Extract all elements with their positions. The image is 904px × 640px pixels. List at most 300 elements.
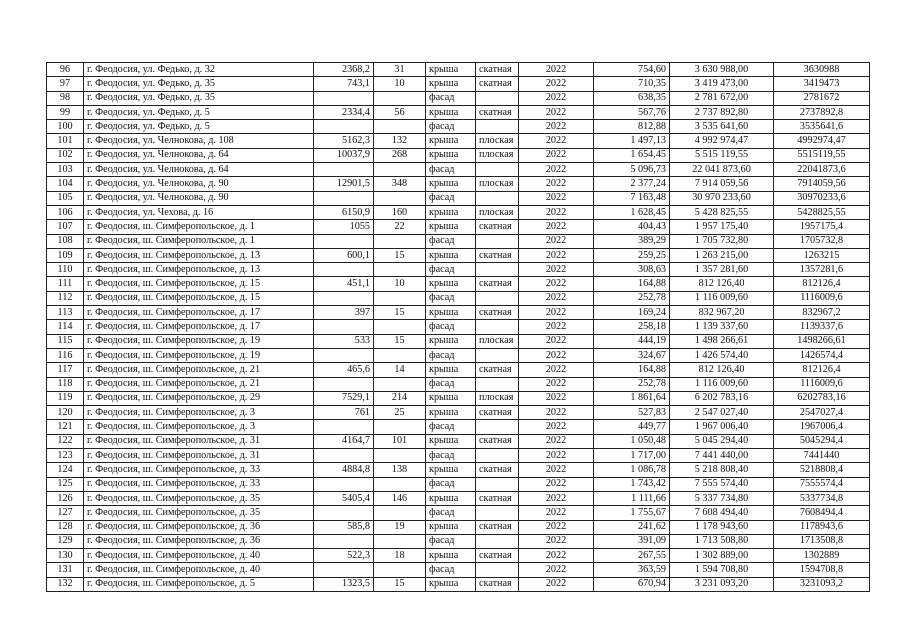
row-number: 112: [47, 291, 84, 305]
table-row: [47, 406, 870, 420]
apartments-cell: [374, 191, 426, 205]
total-cell: 7555574,4: [774, 477, 870, 491]
row-number: 121: [47, 420, 84, 434]
unit-cost-cell: 670,94: [594, 577, 670, 591]
total-cell: 3231093,2: [774, 577, 870, 591]
table-row: [47, 120, 870, 134]
element-cell: фасад: [426, 420, 476, 434]
cost-cell: 1 357 281,60: [670, 263, 774, 277]
table-row: [47, 491, 870, 505]
year-cell: 2022: [519, 363, 594, 377]
year-cell: 2022: [519, 205, 594, 219]
row-number: 123: [47, 449, 84, 463]
unit-cost-cell: 164,88: [594, 363, 670, 377]
cost-cell: 3 231 093,20: [670, 577, 774, 591]
table-row: [47, 177, 870, 191]
total-cell: 1426574,4: [774, 348, 870, 362]
apartments-cell: [374, 263, 426, 277]
cost-cell: 1 116 009,60: [670, 291, 774, 305]
element-cell: крыша: [426, 491, 476, 505]
total-cell: 4992974,47: [774, 134, 870, 148]
area-cell: 397: [314, 306, 374, 320]
address-cell: г. Феодосия, ш. Симферопольское, д. 17: [84, 306, 314, 320]
apartments-cell: [374, 348, 426, 362]
element-cell: фасад: [426, 320, 476, 334]
unit-cost-cell: 252,78: [594, 377, 670, 391]
total-cell: 5428825,55: [774, 205, 870, 219]
cost-cell: 1 263 215,00: [670, 248, 774, 262]
year-cell: 2022: [519, 348, 594, 362]
unit-cost-cell: 1 755,67: [594, 506, 670, 520]
year-cell: 2022: [519, 577, 594, 591]
table-row: [47, 520, 870, 534]
apartments-cell: 31: [374, 63, 426, 77]
address-cell: г. Феодосия, ш. Симферопольское, д. 36: [84, 520, 314, 534]
address-cell: г. Феодосия, ул. Челнокова, д. 90: [84, 191, 314, 205]
area-cell: 761: [314, 406, 374, 420]
roof-type-cell: скатная: [476, 77, 519, 91]
roof-type-cell: [476, 320, 519, 334]
apartments-cell: [374, 506, 426, 520]
roof-type-cell: [476, 291, 519, 305]
total-cell: 1594708,8: [774, 563, 870, 577]
area-cell: [314, 163, 374, 177]
table-row: [47, 148, 870, 162]
total-cell: 3535641,6: [774, 120, 870, 134]
area-cell: 451,1: [314, 277, 374, 291]
year-cell: 2022: [519, 520, 594, 534]
unit-cost-cell: 812,88: [594, 120, 670, 134]
year-cell: 2022: [519, 420, 594, 434]
apartments-cell: [374, 563, 426, 577]
element-cell: фасад: [426, 234, 476, 248]
element-cell: крыша: [426, 306, 476, 320]
total-cell: 7914059,56: [774, 177, 870, 191]
area-cell: 5162,3: [314, 134, 374, 148]
element-cell: крыша: [426, 334, 476, 348]
cost-cell: 7 608 494,40: [670, 506, 774, 520]
cost-cell: 1 116 009,60: [670, 377, 774, 391]
address-cell: г. Феодосия, ул. Челнокова, д. 108: [84, 134, 314, 148]
year-cell: 2022: [519, 506, 594, 520]
area-cell: 5405,4: [314, 491, 374, 505]
element-cell: фасад: [426, 477, 476, 491]
area-cell: [314, 234, 374, 248]
roof-type-cell: плоская: [476, 205, 519, 219]
address-cell: г. Феодосия, ул. Федько, д. 32: [84, 63, 314, 77]
roof-type-cell: [476, 534, 519, 548]
row-number: 125: [47, 477, 84, 491]
element-cell: крыша: [426, 248, 476, 262]
cost-cell: 6 202 783,16: [670, 391, 774, 405]
cost-cell: 1 302 889,00: [670, 549, 774, 563]
element-cell: крыша: [426, 463, 476, 477]
address-cell: г. Феодосия, ш. Симферопольское, д. 33: [84, 477, 314, 491]
repair-schedule-table: [46, 62, 870, 592]
row-number: 99: [47, 105, 84, 119]
element-cell: фасад: [426, 506, 476, 520]
total-cell: 5218808,4: [774, 463, 870, 477]
year-cell: 2022: [519, 291, 594, 305]
year-cell: 2022: [519, 463, 594, 477]
element-cell: крыша: [426, 391, 476, 405]
area-cell: 465,6: [314, 363, 374, 377]
row-number: 108: [47, 234, 84, 248]
unit-cost-cell: 638,35: [594, 91, 670, 105]
total-cell: 812126,4: [774, 277, 870, 291]
row-number: 102: [47, 148, 84, 162]
total-cell: 1178943,6: [774, 520, 870, 534]
unit-cost-cell: 241,62: [594, 520, 670, 534]
area-cell: 585,8: [314, 520, 374, 534]
unit-cost-cell: 267,55: [594, 549, 670, 563]
table-row: [47, 534, 870, 548]
year-cell: 2022: [519, 77, 594, 91]
table-row: [47, 205, 870, 219]
roof-type-cell: [476, 420, 519, 434]
roof-type-cell: скатная: [476, 434, 519, 448]
total-cell: 1957175,4: [774, 220, 870, 234]
roof-type-cell: плоская: [476, 177, 519, 191]
area-cell: [314, 348, 374, 362]
cost-cell: 30 970 233,60: [670, 191, 774, 205]
address-cell: г. Феодосия, ш. Симферопольское, д. 17: [84, 320, 314, 334]
roof-type-cell: [476, 563, 519, 577]
total-cell: 1139337,6: [774, 320, 870, 334]
area-cell: 4884,8: [314, 463, 374, 477]
table-row: [47, 463, 870, 477]
roof-type-cell: скатная: [476, 463, 519, 477]
row-number: 126: [47, 491, 84, 505]
table-row: [47, 163, 870, 177]
year-cell: 2022: [519, 263, 594, 277]
address-cell: г. Феодосия, ул. Федько, д. 35: [84, 91, 314, 105]
table-row: [47, 391, 870, 405]
table-row: [47, 63, 870, 77]
year-cell: 2022: [519, 220, 594, 234]
apartments-cell: 25: [374, 406, 426, 420]
table-row: [47, 191, 870, 205]
table-row: [47, 277, 870, 291]
apartments-cell: 18: [374, 549, 426, 563]
area-cell: 12901,5: [314, 177, 374, 191]
table-row: [47, 291, 870, 305]
area-cell: [314, 563, 374, 577]
table-row: [47, 105, 870, 119]
total-cell: 2781672: [774, 91, 870, 105]
roof-type-cell: скатная: [476, 549, 519, 563]
cost-cell: 5 045 294,40: [670, 434, 774, 448]
cost-cell: 812 126,40: [670, 277, 774, 291]
row-number: 131: [47, 563, 84, 577]
year-cell: 2022: [519, 134, 594, 148]
total-cell: 3419473: [774, 77, 870, 91]
year-cell: 2022: [519, 477, 594, 491]
element-cell: крыша: [426, 77, 476, 91]
table-row: [47, 306, 870, 320]
row-number: 107: [47, 220, 84, 234]
element-cell: фасад: [426, 449, 476, 463]
total-cell: 2737892,8: [774, 105, 870, 119]
element-cell: крыша: [426, 406, 476, 420]
address-cell: г. Феодосия, ш. Симферопольское, д. 1: [84, 234, 314, 248]
unit-cost-cell: 5 096,73: [594, 163, 670, 177]
cost-cell: 1 498 266,61: [670, 334, 774, 348]
table-row: [47, 348, 870, 362]
unit-cost-cell: 169,24: [594, 306, 670, 320]
apartments-cell: [374, 291, 426, 305]
total-cell: 3630988: [774, 63, 870, 77]
unit-cost-cell: 2 377,24: [594, 177, 670, 191]
unit-cost-cell: 7 163,48: [594, 191, 670, 205]
address-cell: г. Феодосия, ул. Челнокова, д. 90: [84, 177, 314, 191]
row-number: 96: [47, 63, 84, 77]
year-cell: 2022: [519, 63, 594, 77]
element-cell: крыша: [426, 277, 476, 291]
table-row: [47, 449, 870, 463]
year-cell: 2022: [519, 234, 594, 248]
year-cell: 2022: [519, 177, 594, 191]
unit-cost-cell: 252,78: [594, 291, 670, 305]
year-cell: 2022: [519, 277, 594, 291]
cost-cell: 7 555 574,40: [670, 477, 774, 491]
address-cell: г. Феодосия, ш. Симферопольское, д. 40: [84, 549, 314, 563]
total-cell: 1263215: [774, 248, 870, 262]
cost-cell: 812 126,40: [670, 363, 774, 377]
apartments-cell: 15: [374, 577, 426, 591]
roof-type-cell: скатная: [476, 491, 519, 505]
apartments-cell: 348: [374, 177, 426, 191]
unit-cost-cell: 1 654,45: [594, 148, 670, 162]
total-cell: 1116009,6: [774, 377, 870, 391]
roof-type-cell: [476, 477, 519, 491]
address-cell: г. Феодосия, ш. Симферопольское, д. 19: [84, 334, 314, 348]
year-cell: 2022: [519, 105, 594, 119]
year-cell: 2022: [519, 377, 594, 391]
element-cell: фасад: [426, 91, 476, 105]
address-cell: г. Феодосия, ш. Симферопольское, д. 21: [84, 363, 314, 377]
unit-cost-cell: 1 086,78: [594, 463, 670, 477]
row-number: 110: [47, 263, 84, 277]
cost-cell: 5 515 119,55: [670, 148, 774, 162]
address-cell: г. Феодосия, ш. Симферопольское, д. 40: [84, 563, 314, 577]
element-cell: фасад: [426, 263, 476, 277]
year-cell: 2022: [519, 491, 594, 505]
unit-cost-cell: 1 717,00: [594, 449, 670, 463]
table-row: [47, 77, 870, 91]
address-cell: г. Феодосия, ш. Симферопольское, д. 33: [84, 463, 314, 477]
row-number: 113: [47, 306, 84, 320]
roof-type-cell: [476, 234, 519, 248]
year-cell: 2022: [519, 406, 594, 420]
unit-cost-cell: 444,19: [594, 334, 670, 348]
unit-cost-cell: 363,59: [594, 563, 670, 577]
apartments-cell: 15: [374, 306, 426, 320]
table-row: [47, 420, 870, 434]
address-cell: г. Феодосия, ул. Федько, д. 35: [84, 77, 314, 91]
year-cell: 2022: [519, 91, 594, 105]
year-cell: 2022: [519, 563, 594, 577]
year-cell: 2022: [519, 163, 594, 177]
area-cell: [314, 263, 374, 277]
row-number: 130: [47, 549, 84, 563]
area-cell: 1323,5: [314, 577, 374, 591]
element-cell: крыша: [426, 549, 476, 563]
roof-type-cell: плоская: [476, 334, 519, 348]
area-cell: 4164,7: [314, 434, 374, 448]
area-cell: 600,1: [314, 248, 374, 262]
cost-cell: 3 419 473,00: [670, 77, 774, 91]
cost-cell: 4 992 974,47: [670, 134, 774, 148]
cost-cell: 1 967 006,40: [670, 420, 774, 434]
apartments-cell: [374, 91, 426, 105]
apartments-cell: 56: [374, 105, 426, 119]
element-cell: крыша: [426, 434, 476, 448]
table-row: [47, 263, 870, 277]
address-cell: г. Феодосия, ш. Симферопольское, д. 31: [84, 434, 314, 448]
cost-cell: 832 967,20: [670, 306, 774, 320]
area-cell: 10037,9: [314, 148, 374, 162]
area-cell: 2334,4: [314, 105, 374, 119]
unit-cost-cell: 1 628,45: [594, 205, 670, 219]
table-row: [47, 434, 870, 448]
cost-cell: 1 594 708,80: [670, 563, 774, 577]
address-cell: г. Феодосия, ш. Симферопольское, д. 13: [84, 248, 314, 262]
area-cell: [314, 91, 374, 105]
area-cell: [314, 320, 374, 334]
table-row: [47, 320, 870, 334]
apartments-cell: 146: [374, 491, 426, 505]
unit-cost-cell: 1 743,42: [594, 477, 670, 491]
row-number: 111: [47, 277, 84, 291]
cost-cell: 2 781 672,00: [670, 91, 774, 105]
address-cell: г. Феодосия, ул. Челнокова, д. 64: [84, 148, 314, 162]
unit-cost-cell: 449,77: [594, 420, 670, 434]
total-cell: 5337734,8: [774, 491, 870, 505]
area-cell: 533: [314, 334, 374, 348]
total-cell: 7608494,4: [774, 506, 870, 520]
row-number: 117: [47, 363, 84, 377]
roof-type-cell: скатная: [476, 363, 519, 377]
total-cell: 22041873,6: [774, 163, 870, 177]
apartments-cell: [374, 477, 426, 491]
year-cell: 2022: [519, 120, 594, 134]
cost-cell: 1 426 574,40: [670, 348, 774, 362]
apartments-cell: 15: [374, 248, 426, 262]
total-cell: 6202783,16: [774, 391, 870, 405]
total-cell: 30970233,6: [774, 191, 870, 205]
total-cell: 2547027,4: [774, 406, 870, 420]
roof-type-cell: скатная: [476, 105, 519, 119]
area-cell: [314, 420, 374, 434]
unit-cost-cell: 1 497,13: [594, 134, 670, 148]
cost-cell: 5 428 825,55: [670, 205, 774, 219]
total-cell: 832967,2: [774, 306, 870, 320]
roof-type-cell: [476, 91, 519, 105]
area-cell: [314, 120, 374, 134]
area-cell: [314, 477, 374, 491]
row-number: 116: [47, 348, 84, 362]
roof-type-cell: скатная: [476, 277, 519, 291]
unit-cost-cell: 1 861,64: [594, 391, 670, 405]
element-cell: крыша: [426, 520, 476, 534]
cost-cell: 1 178 943,60: [670, 520, 774, 534]
roof-type-cell: скатная: [476, 520, 519, 534]
year-cell: 2022: [519, 334, 594, 348]
address-cell: г. Феодосия, ш. Симферопольское, д. 3: [84, 406, 314, 420]
table-row: [47, 563, 870, 577]
roof-type-cell: [476, 506, 519, 520]
apartments-cell: [374, 320, 426, 334]
row-number: 101: [47, 134, 84, 148]
roof-type-cell: скатная: [476, 306, 519, 320]
roof-type-cell: скатная: [476, 406, 519, 420]
element-cell: крыша: [426, 177, 476, 191]
row-number: 100: [47, 120, 84, 134]
year-cell: 2022: [519, 248, 594, 262]
roof-type-cell: [476, 163, 519, 177]
element-cell: фасад: [426, 348, 476, 362]
table-row: [47, 134, 870, 148]
address-cell: г. Феодосия, ул. Федько, д. 5: [84, 105, 314, 119]
cost-cell: 5 337 734,80: [670, 491, 774, 505]
table-row: [47, 220, 870, 234]
apartments-cell: 160: [374, 205, 426, 219]
apartments-cell: 101: [374, 434, 426, 448]
unit-cost-cell: 389,29: [594, 234, 670, 248]
apartments-cell: [374, 234, 426, 248]
address-cell: г. Феодосия, ул. Челнокова, д. 64: [84, 163, 314, 177]
unit-cost-cell: 710,35: [594, 77, 670, 91]
cost-cell: 1 713 508,80: [670, 534, 774, 548]
unit-cost-cell: 324,67: [594, 348, 670, 362]
total-cell: 7441440: [774, 449, 870, 463]
address-cell: г. Феодосия, ш. Симферопольское, д. 35: [84, 506, 314, 520]
address-cell: г. Феодосия, ш. Симферопольское, д. 36: [84, 534, 314, 548]
apartments-cell: [374, 534, 426, 548]
year-cell: 2022: [519, 434, 594, 448]
element-cell: фасад: [426, 377, 476, 391]
address-cell: г. Феодосия, ул. Федько, д. 5: [84, 120, 314, 134]
unit-cost-cell: 1 050,48: [594, 434, 670, 448]
total-cell: 1713508,8: [774, 534, 870, 548]
unit-cost-cell: 1 111,66: [594, 491, 670, 505]
area-cell: [314, 506, 374, 520]
element-cell: фасад: [426, 163, 476, 177]
address-cell: г. Феодосия, ш. Симферопольское, д. 21: [84, 377, 314, 391]
row-number: 109: [47, 248, 84, 262]
table-body: [47, 63, 870, 592]
unit-cost-cell: 754,60: [594, 63, 670, 77]
total-cell: 1498266,61: [774, 334, 870, 348]
year-cell: 2022: [519, 191, 594, 205]
row-number: 129: [47, 534, 84, 548]
element-cell: фасад: [426, 534, 476, 548]
table-row: [47, 234, 870, 248]
element-cell: фасад: [426, 291, 476, 305]
apartments-cell: 19: [374, 520, 426, 534]
roof-type-cell: [476, 348, 519, 362]
cost-cell: 7 441 440,00: [670, 449, 774, 463]
table-row: [47, 477, 870, 491]
cost-cell: 3 535 641,60: [670, 120, 774, 134]
total-cell: 1967006,4: [774, 420, 870, 434]
apartments-cell: 268: [374, 148, 426, 162]
roof-type-cell: [476, 191, 519, 205]
roof-type-cell: скатная: [476, 248, 519, 262]
total-cell: 5515119,55: [774, 148, 870, 162]
total-cell: 1116009,6: [774, 291, 870, 305]
